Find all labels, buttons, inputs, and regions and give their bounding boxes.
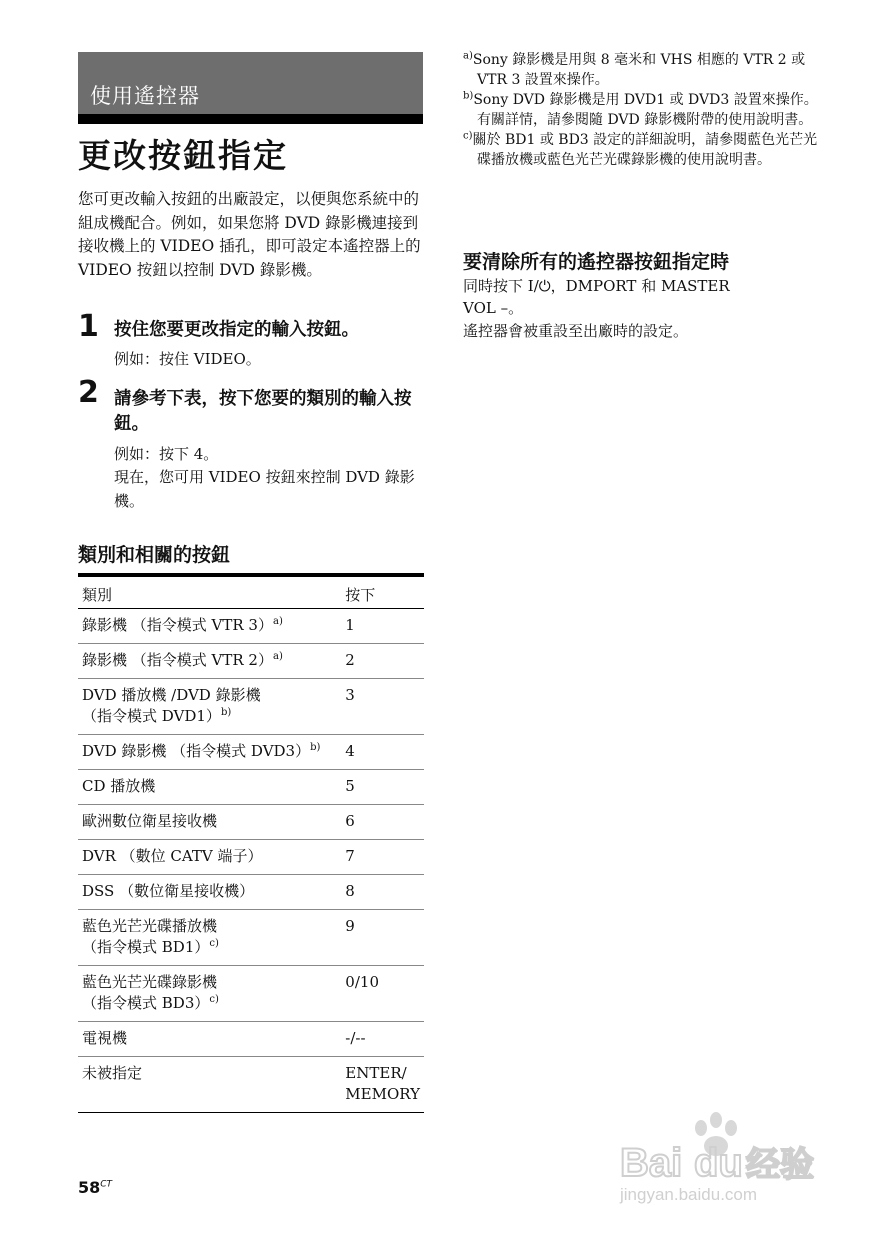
press-cell	[341, 735, 424, 770]
category-cell	[78, 875, 341, 910]
step-2-number: 2	[78, 375, 99, 410]
category-cell	[78, 1057, 341, 1113]
clear-line-1: 同時按下 I/⏻，DMPORT 和 MASTER	[463, 277, 730, 295]
category-text: DSS （數位衛星接收機）	[82, 882, 255, 900]
press-cell	[341, 966, 424, 1022]
table-row	[78, 910, 424, 966]
table-row	[78, 805, 424, 840]
table-row	[78, 966, 424, 1022]
watermark-brand-cn: 经验	[746, 1145, 814, 1185]
intro-paragraph: 您可更改輸入按鈕的出廠設定，以便與您系統中的組成機配合。例如，如果您將 DVD 錄影機連接到接收機上的 VIDEO 插孔，即可設定本遙控器上的 VIDEO 按鈕以控制 DVD 錄影機。	[78, 190, 421, 279]
category-cell	[78, 644, 341, 679]
header-category: 類別	[78, 575, 341, 609]
clear-title: 要清除所有的遙控器按鈕指定時	[463, 251, 730, 273]
footnote-b	[463, 90, 818, 130]
press-value: 3	[345, 686, 355, 704]
press-value: -/--	[345, 1029, 366, 1047]
footnote-text: Sony 錄影機是用與 8 毫米和 VHS 相應的 VTR 2 或 VTR 3 設置來操作。	[472, 52, 806, 88]
table-row	[78, 609, 424, 644]
table-row	[78, 735, 424, 770]
press-value: 8	[345, 882, 355, 900]
category-cell	[78, 910, 341, 966]
step-2-title: 請參考下表，按下您要的類別的輸入按鈕。	[114, 389, 412, 434]
category-text: 電視機	[82, 1029, 128, 1047]
category-cell	[78, 805, 341, 840]
press-value: ENTER/	[345, 1064, 407, 1082]
watermark-url: jingyan.baidu.com	[620, 1185, 758, 1204]
press-value: 1	[345, 616, 355, 634]
table-row	[78, 840, 424, 875]
paw-icon	[606, 1110, 836, 1210]
press-cell	[341, 679, 424, 735]
table-row	[78, 875, 424, 910]
press-value-line2: MEMORY	[345, 1085, 420, 1103]
clear-result: 遙控器會被重設至出廠時的設定。	[463, 322, 689, 340]
step-2-body-2: 現在，您可用 VIDEO 按鈕來控制 DVD 錄影機。	[114, 468, 415, 510]
page-number	[78, 1178, 112, 1197]
page-title: 更改按鈕指定	[78, 136, 288, 175]
footnote-ref: b)	[310, 742, 321, 753]
press-cell	[341, 644, 424, 679]
category-text-line2: （指令模式 BD1）	[82, 938, 210, 956]
category-text: DVD 播放機 /DVD 錄影機	[82, 686, 261, 704]
press-value: 0/10	[345, 973, 379, 991]
clear-instruction	[463, 275, 763, 319]
section-header-label: 使用遙控器	[90, 84, 200, 108]
press-cell	[341, 910, 424, 966]
footnote-ref: c)	[209, 938, 219, 949]
category-cell	[78, 609, 341, 644]
category-text: 錄影機 （指令模式 VTR 3）	[82, 616, 273, 634]
press-cell	[341, 1057, 424, 1113]
press-value: 7	[345, 847, 355, 865]
table-row	[78, 644, 424, 679]
press-value: 6	[345, 812, 355, 830]
category-text: 未被指定	[82, 1064, 143, 1082]
category-cell	[78, 966, 341, 1022]
section-header	[78, 52, 423, 114]
table-row	[78, 1057, 424, 1113]
category-cell	[78, 840, 341, 875]
page-number-suffix: CT	[100, 1179, 113, 1190]
press-value: 2	[345, 651, 355, 669]
footnotes	[463, 50, 818, 170]
table-header-row	[78, 575, 424, 609]
clear-line-2: VOL –。	[463, 299, 524, 317]
press-cell	[341, 840, 424, 875]
table-row	[78, 679, 424, 735]
footnote-text: Sony DVD 錄影機是用 DVD1 或 DVD3 設置來操作。有關詳情，請參閱隨 DVD 錄影機附帶的使用說明書。	[473, 92, 818, 128]
page-number-value: 58	[78, 1178, 101, 1197]
footnote-mark: b)	[463, 90, 474, 102]
category-cell	[78, 679, 341, 735]
step-1-body: 例如：按住 VIDEO。	[114, 350, 261, 368]
press-cell	[341, 805, 424, 840]
footnote-mark: c)	[463, 130, 473, 142]
category-text: DVR （數位 CATV 端子）	[82, 847, 263, 865]
press-cell	[341, 1022, 424, 1057]
section-rule	[78, 114, 423, 124]
table-title: 類別和相關的按鈕	[78, 544, 231, 566]
category-text: 藍色光芒光碟錄影機	[82, 973, 218, 991]
button-table	[78, 573, 424, 1113]
watermark-brand-right: du	[694, 1141, 743, 1185]
category-cell	[78, 735, 341, 770]
watermark-brand-left: Bai	[620, 1141, 683, 1185]
category-text-line2: （指令模式 BD3）	[82, 994, 210, 1012]
category-cell	[78, 1022, 341, 1057]
category-text: 歐洲數位衛星接收機	[82, 812, 218, 830]
press-value: 9	[345, 917, 355, 935]
press-value: 4	[345, 742, 355, 760]
footnote-ref: b)	[220, 707, 232, 718]
category-text: 錄影機 （指令模式 VTR 2）	[82, 651, 273, 669]
table-row	[78, 770, 424, 805]
footnote-ref: c)	[209, 994, 219, 1005]
press-cell	[341, 609, 424, 644]
category-text: CD 播放機	[82, 777, 156, 795]
step-2-body-1: 例如：按下 4。	[114, 445, 219, 463]
press-value: 5	[345, 777, 355, 795]
category-cell	[78, 770, 341, 805]
footnote-c	[463, 130, 818, 170]
press-cell	[341, 875, 424, 910]
table-row	[78, 1022, 424, 1057]
baidu-watermark	[606, 1110, 836, 1210]
footnote-ref: a)	[272, 616, 283, 627]
category-text: DVD 錄影機 （指令模式 DVD3）	[82, 742, 311, 760]
category-text: 藍色光芒光碟播放機	[82, 917, 218, 935]
step-1-number: 1	[78, 309, 99, 344]
footnote-a	[463, 50, 818, 90]
press-cell	[341, 770, 424, 805]
step-1-title: 按住您要更改指定的輸入按鈕。	[114, 320, 359, 340]
footnote-mark: a)	[463, 50, 473, 62]
footnote-ref: a)	[272, 651, 283, 662]
footnote-text: 關於 BD1 或 BD3 設定的詳細說明，請參閱藍色光芒光碟播放機或藍色光芒光碟錄影機的使用說明書。	[472, 132, 818, 168]
category-text-line2: （指令模式 DVD1）	[82, 707, 221, 725]
header-press: 按下	[341, 575, 424, 609]
